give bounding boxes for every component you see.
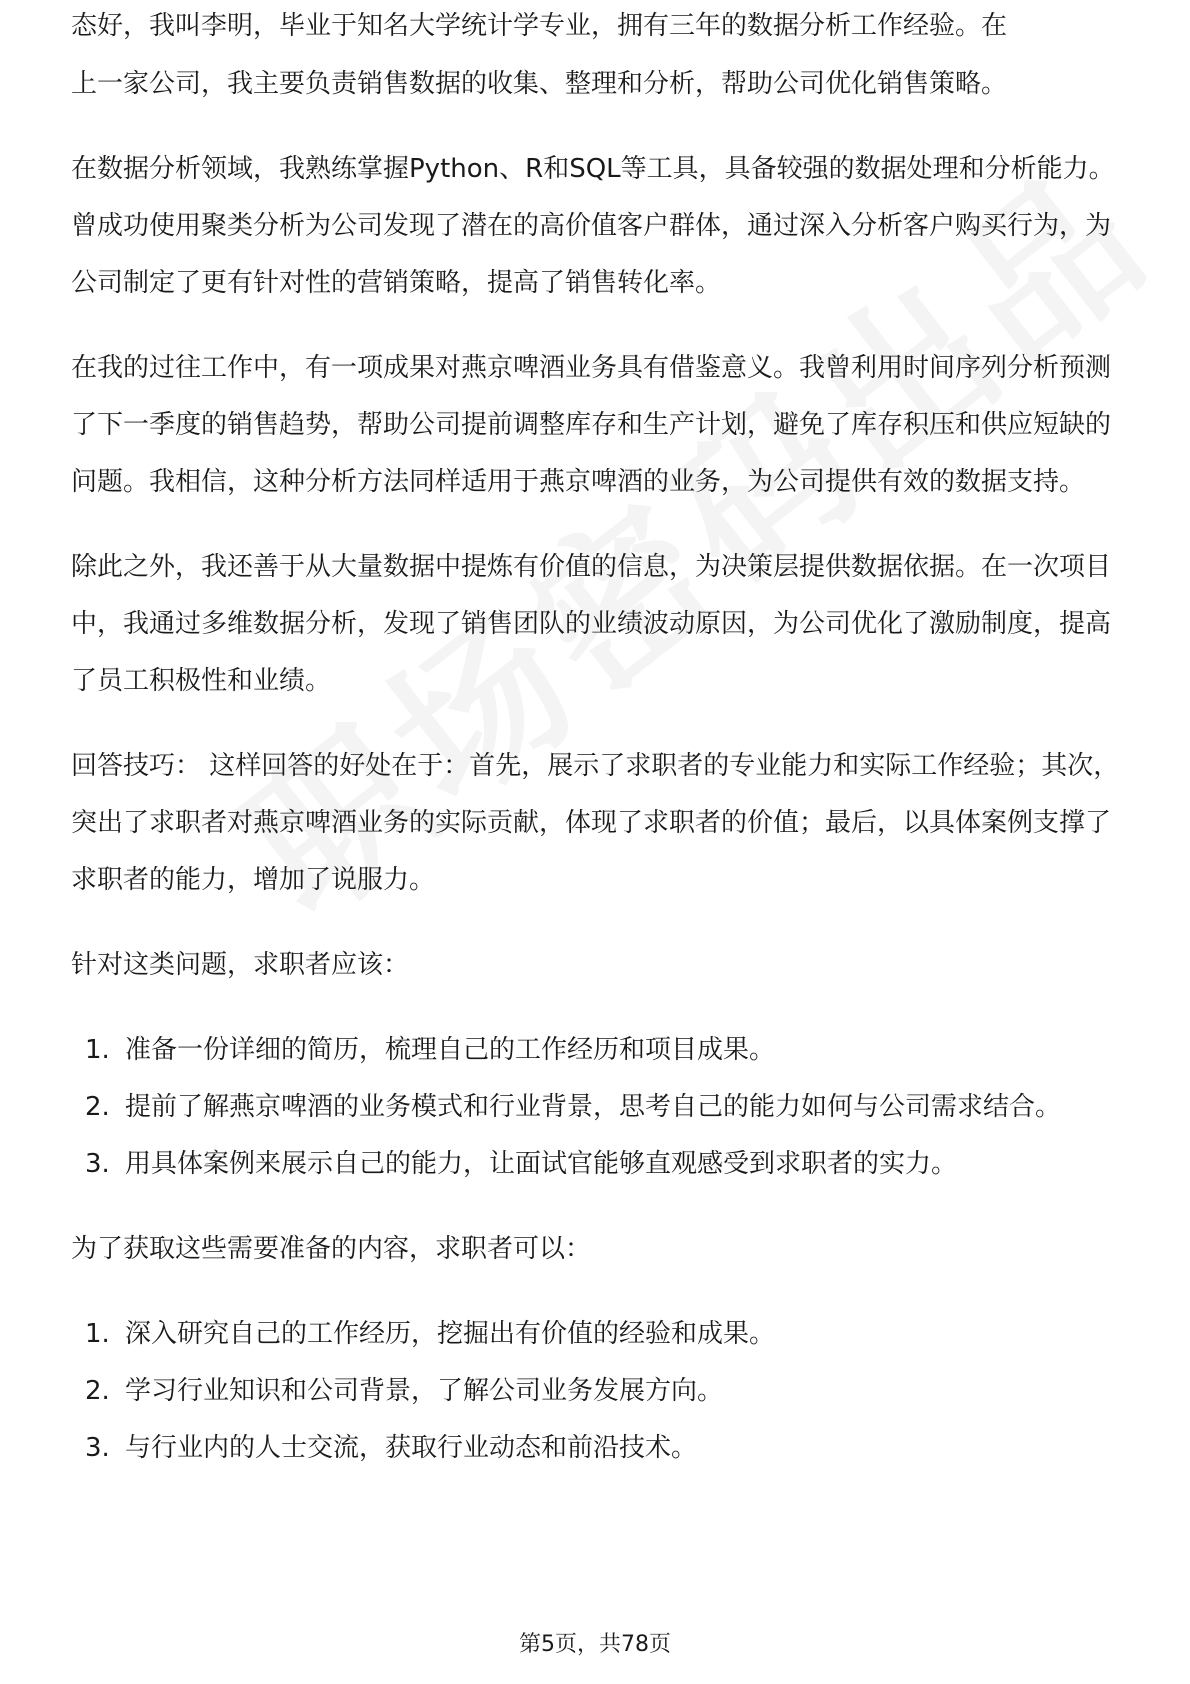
list-item-number: 2. — [85, 1092, 110, 1122]
list-item — [71, 1136, 1123, 1193]
list-item-number: 3. — [85, 1433, 110, 1463]
paragraph-should-do-intro: 针对这类问题，求职者应该： — [71, 950, 410, 980]
paragraph-prepare-intro: 为了获取这些需要准备的内容，求职者可以： — [71, 1234, 592, 1264]
list-item-number: 1. — [85, 1319, 110, 1349]
paragraph-data-skills: 在数据分析领域，我熟练掌握Python、R和SQL等工具，具备较强的数据处理和分析能力。曾成功使用聚类分析为公司发现了潜在的高价值客户群体，通过深入分析客户购买行为，为公司制定了更有针对性的营销策略，提高了销售转化率。 — [71, 154, 1115, 298]
document-body — [71, 11, 1123, 1505]
list-item-text: 学习行业知识和公司背景，了解公司业务发展方向。 — [125, 1376, 724, 1406]
list-item-number: 1. — [85, 1035, 110, 1065]
prepare-list — [71, 1306, 1123, 1477]
list-item — [71, 1079, 1123, 1136]
list-item-number: 3. — [85, 1149, 110, 1179]
list-item — [71, 1022, 1123, 1079]
should-do-list — [71, 1022, 1123, 1193]
list-item-text: 与行业内的人士交流，获取行业动态和前沿技术。 — [125, 1433, 698, 1463]
list-item-text: 用具体案例来展示自己的能力，让面试官能够直观感受到求职者的实力。 — [125, 1149, 958, 1179]
list-item-text: 深入研究自己的工作经历，挖掘出有价值的经验和成果。 — [125, 1319, 776, 1349]
paragraph-answer-tips: 回答技巧： 这样回答的好处在于：首先，展示了求职者的专业能力和实际工作经验；其次，突出了求职者对燕京啤酒业务的实际贡献，体现了求职者的价值；最后，以具体案例支撑了求职者的能力，增加了说服力。 — [71, 751, 1120, 895]
list-item — [71, 1306, 1123, 1363]
paragraph-past-achievement: 在我的过往工作中，有一项成果对燕京啤酒业务具有借鉴意义。我曾利用时间序列分析预测了下一季度的销售趋势，帮助公司提前调整库存和生产计划，避免了库存积压和供应短缺的问题。我相信，这种分析方法同样适用于燕京啤酒的业务，为公司提供有效的数据支持。 — [71, 353, 1112, 497]
list-item-number: 2. — [85, 1376, 110, 1406]
paragraph-extra-strengths: 除此之外，我还善于从大量数据中提炼有价值的信息，为决策层提供数据依据。在一次项目中，我通过多维数据分析，发现了销售团队的业绩波动原因，为公司优化了激励制度，提高了员工积极性和业绩。 — [71, 552, 1112, 696]
page-footer: 第5页，共78页 — [519, 1632, 671, 1657]
paragraph-previous-company: 上一家公司，我主要负责销售数据的收集、整理和分析，帮助公司优化销售策略。 — [71, 69, 1008, 99]
list-item — [71, 1420, 1123, 1477]
list-item-text: 准备一份详细的简历，梳理自己的工作经历和项目成果。 — [125, 1035, 776, 1065]
list-item — [71, 1363, 1123, 1420]
partial-top-line — [71, 11, 1123, 56]
list-item-text: 提前了解燕京啤酒的业务模式和行业背景，思考自己的能力如何与公司需求结合。 — [125, 1092, 1062, 1122]
partial-top-line-text: 态好，我叫李明，毕业于知名大学统计学专业，拥有三年的数据分析工作经验。在 — [71, 11, 1008, 41]
